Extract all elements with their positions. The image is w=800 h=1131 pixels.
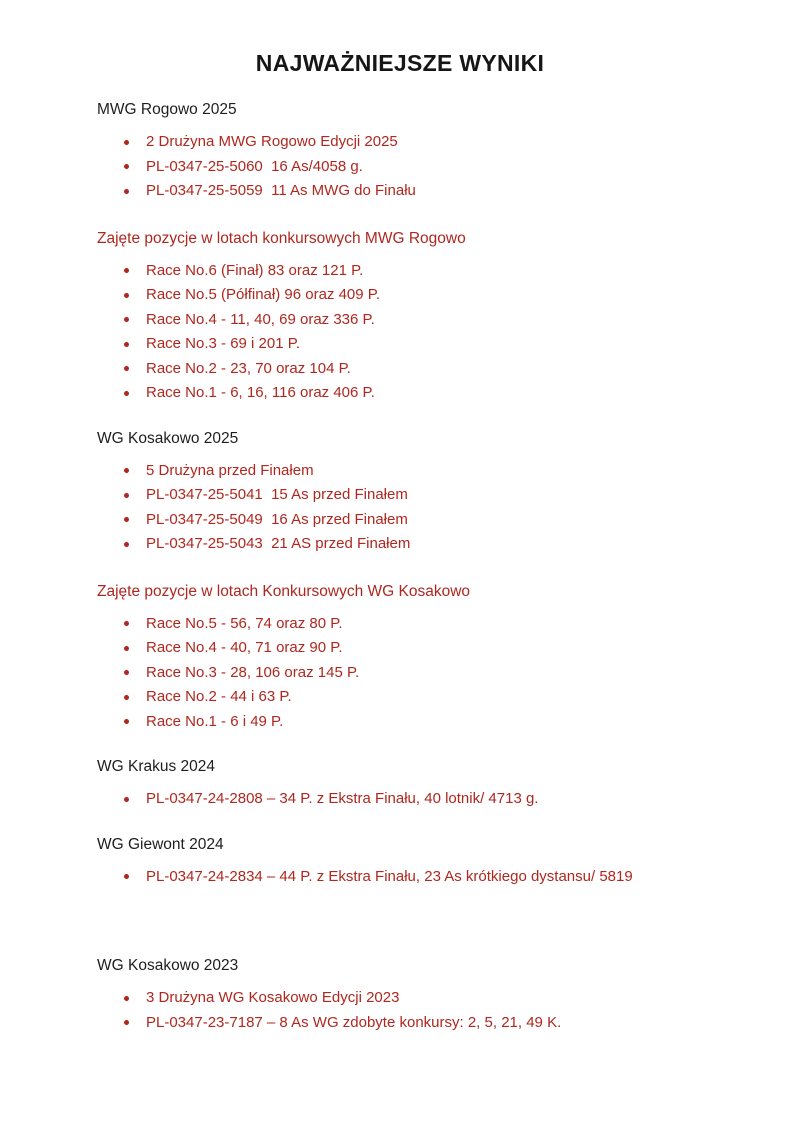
list-item-text: PL-0347-25-5049 16 As przed Finałem <box>146 510 408 528</box>
section-heading: WG Kosakowo 2023 <box>97 957 239 974</box>
bullet-icon <box>124 719 129 724</box>
vertical-spacer <box>97 893 703 933</box>
bullet-list <box>97 459 703 557</box>
list-item-text: PL-0347-23-7187 – 8 As WG zdobyte konkursy: 2, 5, 21, 49 K. <box>146 1013 562 1031</box>
bullet-icon <box>124 542 129 547</box>
bullet-icon <box>124 695 129 700</box>
list-item <box>97 612 703 637</box>
bullet-icon <box>124 164 129 169</box>
bullet-list <box>97 865 703 890</box>
list-item <box>97 685 703 710</box>
list-item-text: Race No.3 - 69 i 201 P. <box>146 335 300 352</box>
list-item-text: 5 Drużyna przed Finałem <box>146 461 314 479</box>
bullet-icon <box>124 996 129 1001</box>
bullet-icon <box>124 317 129 322</box>
bullet-list <box>97 787 703 812</box>
list-item <box>97 259 703 284</box>
list-item-text: Race No.1 - 6, 16, 116 oraz 406 P. <box>146 384 375 401</box>
list-item <box>97 661 703 686</box>
list-item-text: Race No.3 - 28, 106 oraz 145 P. <box>146 663 360 681</box>
list-item <box>97 1011 703 1036</box>
list-item-text: Race No.2 - 23, 70 oraz 104 P. <box>146 359 351 377</box>
list-item-text: Race No.4 - 40, 71 oraz 90 P. <box>146 639 343 656</box>
bullet-icon <box>124 797 129 802</box>
bullet-icon <box>124 874 129 879</box>
bullet-list <box>97 259 703 406</box>
bullet-list <box>97 986 703 1035</box>
section-heading: WG Kosakowo 2025 <box>97 429 239 447</box>
list-item-text: PL-0347-25-5059 11 As MWG do Finału <box>146 182 416 199</box>
section-heading: MWG Rogowo 2025 <box>97 101 237 118</box>
list-item-text: Race No.6 (Finał) 83 oraz 121 P. <box>146 261 364 279</box>
section-heading: WG Krakus 2024 <box>97 758 216 775</box>
bullet-icon <box>124 391 129 396</box>
list-item-text: PL-0347-24-2834 – 44 P. z Ekstra Finału, 23 As krótkiego dystansu/ 5819 <box>146 867 633 885</box>
list-item-text: PL-0347-25-5060 16 As/4058 g. <box>146 157 363 175</box>
list-item <box>97 283 703 308</box>
list-item <box>97 357 703 382</box>
list-item <box>97 381 703 406</box>
bullet-list <box>97 612 703 735</box>
bullet-icon <box>124 366 129 371</box>
list-item-text: Race No.2 - 44 i 63 P. <box>146 688 292 705</box>
list-item <box>97 710 703 735</box>
bullet-icon <box>124 670 129 675</box>
list-item <box>97 130 703 155</box>
list-item <box>97 459 703 484</box>
bullet-icon <box>124 1020 129 1025</box>
document-title: NAJWAŻNIEJSZE WYNIKI <box>255 50 545 76</box>
bullet-icon <box>124 293 129 298</box>
bullet-list <box>97 130 703 204</box>
bullet-icon <box>124 140 129 145</box>
list-item <box>97 865 703 890</box>
bullet-icon <box>124 621 129 626</box>
bullet-icon <box>124 493 129 498</box>
list-item <box>97 532 703 557</box>
bullet-icon <box>124 342 129 347</box>
list-item-text: PL-0347-25-5041 15 As przed Finałem <box>146 486 408 503</box>
list-item-text: PL-0347-25-5043 21 AS przed Finałem <box>146 535 411 552</box>
list-item <box>97 155 703 180</box>
bullet-icon <box>124 468 129 473</box>
list-item-text: Race No.4 - 11, 40, 69 oraz 336 P. <box>146 310 375 328</box>
list-item <box>97 179 703 204</box>
list-item <box>97 483 703 508</box>
list-item <box>97 986 703 1011</box>
bullet-icon <box>124 646 129 651</box>
list-item-text: Race No.1 - 6 i 49 P. <box>146 712 284 730</box>
list-item-text: 3 Drużyna WG Kosakowo Edycji 2023 <box>146 989 400 1006</box>
list-item-text: Race No.5 - 56, 74 oraz 80 P. <box>146 614 343 632</box>
list-item <box>97 332 703 357</box>
list-item-text: PL-0347-24-2808 – 34 P. z Ekstra Finału, 40 lotnik/ 4713 g. <box>146 790 539 807</box>
list-item-text: Race No.5 (Półfinał) 96 oraz 409 P. <box>146 286 381 303</box>
list-item-text: 2 Drużyna MWG Rogowo Edycji 2025 <box>146 133 398 150</box>
list-item <box>97 308 703 333</box>
list-item <box>97 508 703 533</box>
section-subheading: Zajęte pozycje w lotach Konkursowych WG Kosakowo <box>97 582 471 600</box>
section-heading: WG Giewont 2024 <box>97 835 224 853</box>
bullet-icon <box>124 517 129 522</box>
bullet-icon <box>124 189 129 194</box>
section-subheading: Zajęte pozycje w lotach konkursowych MWG Rogowo <box>97 229 466 247</box>
bullet-icon <box>124 268 129 273</box>
list-item <box>97 787 703 812</box>
list-item <box>97 636 703 661</box>
